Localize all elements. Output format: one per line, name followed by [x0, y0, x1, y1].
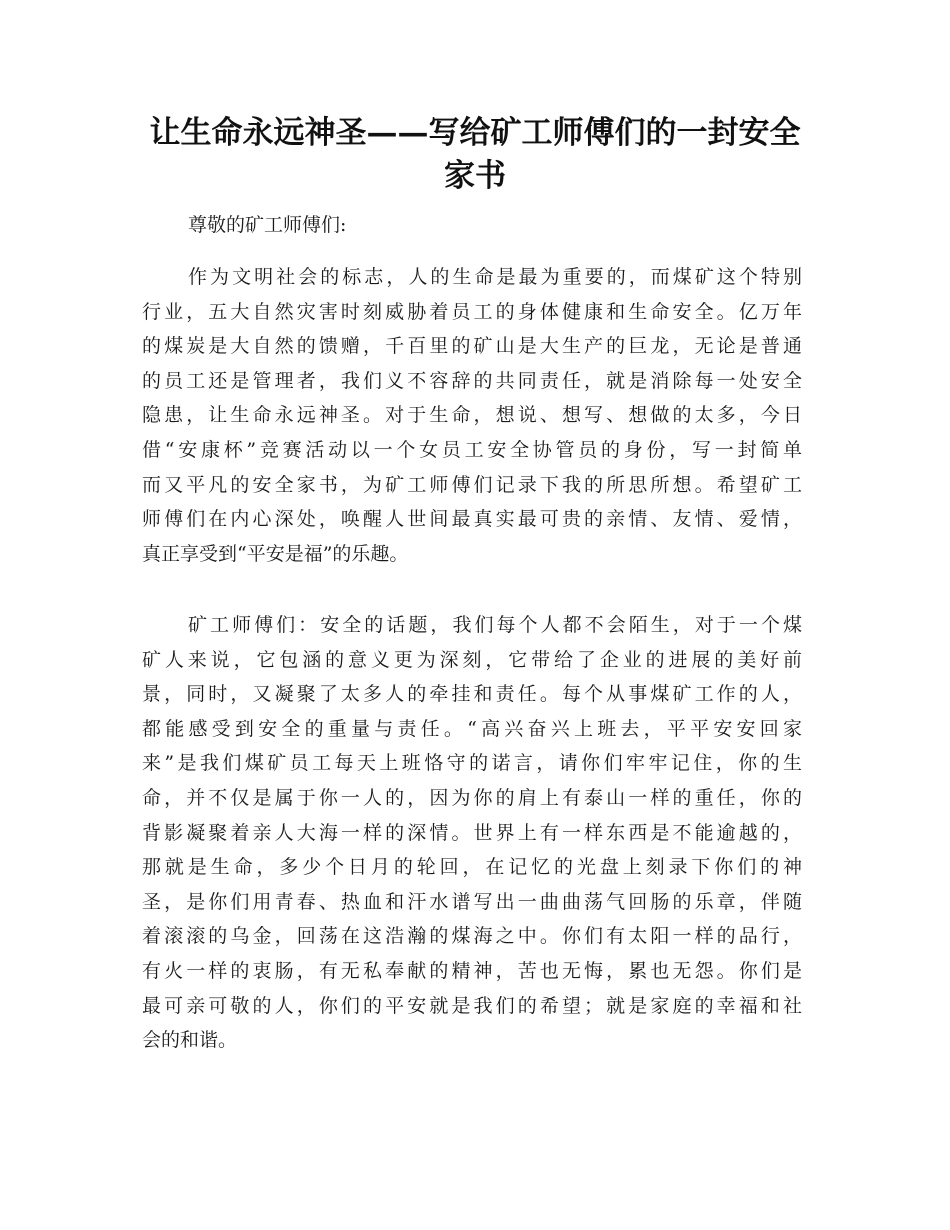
text-line: 最可亲可敬的人，你们的平安就是我们的希望；就是家庭的幸福和社 — [142, 994, 802, 1017]
text-line: 行业，五大自然灾害时刻威胁着员工的身体健康和生命安全。亿万年 — [142, 300, 802, 323]
text-line: 的员工还是管理者，我们义不容辞的共同责任，就是消除每一处安全 — [142, 369, 802, 392]
text-line: 都能感受到安全的重量与责任。“高兴奋兴上班去，平平安安回家 — [142, 717, 802, 740]
text-line: 着滚滚的乌金，回荡在这浩瀚的煤海之中。你们有太阳一样的品行， — [142, 925, 802, 948]
text-line: 师傅们在内心深处，唤醒人世间最真实最可贵的亲情、友情、爱情， — [142, 508, 802, 531]
text-line: 的煤炭是大自然的馈赠，千百里的矿山是大生产的巨龙，无论是普通 — [142, 335, 802, 358]
text-line: 圣，是你们用青春、热血和汗水谱写出一曲曲荡气回肠的乐章，伴随 — [142, 890, 802, 913]
paragraph-2 — [142, 608, 802, 1058]
title-line: 家书 — [444, 158, 506, 194]
text-line: 矿人来说，它包涵的意义更为深刻，它带给了企业的进展的美好前 — [142, 648, 802, 671]
text-line: 背影凝聚着亲人大海一样的深情。世界上有一样东西是不能逾越的， — [142, 821, 802, 844]
text-line: 矿工师傅们：安全的话题，我们每个人都不会陌生，对于一个煤 — [188, 614, 802, 636]
text-line: 而又平凡的安全家书，为矿工师傅们记录下我的所思所想。希望矿工 — [142, 473, 802, 496]
salutation: 尊敬的矿工师傅们: — [188, 214, 347, 236]
text-line: 那就是生命，多少个日月的轮回，在记忆的光盘上刻录下你们的神 — [142, 856, 802, 879]
text-line: 来”是我们煤矿员工每天上班恪守的诺言，请你们牢牢记住，你的生 — [142, 752, 802, 775]
text-line: 真正享受到“平安是福”的乐趣。 — [142, 542, 409, 565]
paragraph-1 — [142, 260, 802, 571]
text-line: 作为文明社会的标志，人的生命是最为重要的，而煤矿这个特别 — [188, 266, 802, 288]
text-line: 隐患，让生命永远神圣。对于生命，想说、想写、想做的太多，今日 — [142, 404, 802, 427]
text-line: 借“安康杯”竞赛活动以一个女员工安全协管员的身份，写一封简单 — [142, 438, 802, 461]
text-line: 有火一样的衷肠，有无私奉献的精神，苦也无悔，累也无怨。你们是 — [142, 959, 802, 982]
text-line: 会的和谐。 — [142, 1029, 238, 1052]
text-line: 景，同时，又凝聚了太多人的牵挂和责任。每个从事煤矿工作的人， — [142, 683, 802, 706]
title-line: 让生命永远神圣——写给矿工师傅们的一封安全 — [149, 115, 801, 151]
text-line: 命，并不仅是属于你一人的，因为你的肩上有泰山一样的重任，你的 — [142, 786, 802, 809]
document-title — [140, 112, 810, 198]
